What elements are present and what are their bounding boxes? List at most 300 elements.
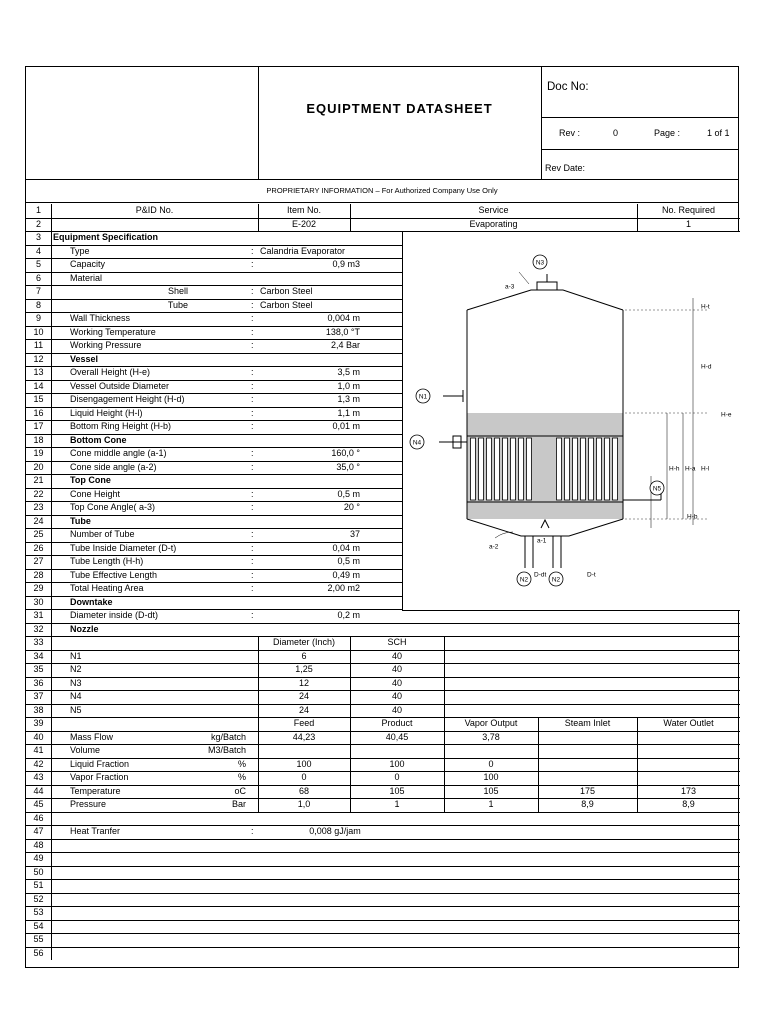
stream-value: 8,9 xyxy=(581,799,594,809)
col-divider xyxy=(51,879,52,893)
spec-separator: : xyxy=(251,461,254,472)
col-divider xyxy=(51,272,52,286)
stream-value: 0 xyxy=(394,772,400,782)
spec-value: 35,0 ° xyxy=(336,461,360,472)
evaporator-diagram xyxy=(403,232,739,610)
col-divider xyxy=(51,420,52,434)
spec-label: Tube Length (H-h) xyxy=(70,556,144,566)
col-divider xyxy=(51,515,52,529)
col-divider xyxy=(51,893,52,907)
spec-label: Disengagement Height (H-d) xyxy=(70,394,185,404)
spec-label: Total Heating Area xyxy=(70,583,144,593)
diagram-label: N2 xyxy=(519,576,529,584)
row-number: 12 xyxy=(33,353,44,364)
col-divider xyxy=(51,771,52,785)
diagram-label: N4 xyxy=(412,439,422,447)
col-divider xyxy=(51,353,52,367)
spec-separator: : xyxy=(251,448,254,458)
spec-separator xyxy=(251,893,259,907)
col-divider xyxy=(51,704,52,718)
heating-tube xyxy=(479,438,484,500)
row-number: 39 xyxy=(33,718,44,728)
stream-value: 175 xyxy=(579,785,596,796)
diagram-label: N2 xyxy=(551,576,561,584)
spec-label: Tube xyxy=(167,299,188,310)
row-number: 33 xyxy=(33,637,44,647)
col-divider xyxy=(51,623,52,637)
spec-separator xyxy=(251,272,259,286)
spec-label: Nozzle xyxy=(70,623,99,634)
nozzle-diameter: 1,25 xyxy=(295,664,313,674)
nozzle-diameter: Diameter (Inch) xyxy=(272,637,335,647)
stream-value: 68 xyxy=(298,785,309,796)
row-number: 19 xyxy=(33,448,44,458)
spec-label: Tube xyxy=(70,515,91,526)
spec-label: Downtake xyxy=(70,596,113,607)
spec-value xyxy=(260,353,360,367)
spec-separator xyxy=(251,839,259,853)
spec-separator: : xyxy=(251,407,254,418)
heating-tube xyxy=(597,438,602,500)
col-divider xyxy=(51,204,52,218)
col-divider xyxy=(51,677,52,691)
row-number: 37 xyxy=(33,691,44,701)
spec-label xyxy=(70,866,250,880)
stream-value xyxy=(637,758,740,772)
row-number: 16 xyxy=(33,407,44,418)
spec-label: Working Pressure xyxy=(70,340,142,350)
stream-label: Pressure xyxy=(70,799,107,809)
col-divider xyxy=(51,447,52,461)
col-divider xyxy=(51,474,52,488)
heating-tube xyxy=(495,438,500,500)
service-cell: Service xyxy=(478,205,509,215)
spec-value: 0,9 m3 xyxy=(332,259,360,269)
diagram-label: H-e xyxy=(721,411,732,419)
spec-separator xyxy=(251,353,259,367)
spec-label: Capacity xyxy=(70,259,106,269)
col-divider xyxy=(51,758,52,772)
stream-header: Steam Inlet xyxy=(564,718,611,728)
evaporator-diagram-panel xyxy=(402,232,740,611)
service-cell: Evaporating xyxy=(469,218,518,229)
col-divider xyxy=(51,488,52,502)
spec-value: 0,01 m xyxy=(332,421,360,431)
stream-value: 100 xyxy=(483,772,499,782)
spec-value xyxy=(260,906,410,920)
heating-tube xyxy=(519,438,524,500)
spec-label: Heat Tranfer xyxy=(70,826,121,836)
stream-value: 173 xyxy=(680,785,697,796)
row-number: 2 xyxy=(35,218,41,229)
bottom-cone xyxy=(467,519,623,536)
header-divider-right xyxy=(541,67,542,179)
stream-unit: M3/Batch xyxy=(207,745,246,755)
rev-value: 0 xyxy=(613,128,619,138)
col-divider xyxy=(444,650,445,664)
col-divider xyxy=(51,663,52,677)
row-number: 13 xyxy=(33,367,44,377)
n3-nozzle xyxy=(537,282,557,290)
stream-value xyxy=(538,758,637,772)
stream-value xyxy=(637,744,740,758)
heating-tube xyxy=(487,438,492,500)
spec-label: Cone middle angle (a-1) xyxy=(70,448,167,458)
row-number: 3 xyxy=(35,232,41,242)
col-divider xyxy=(51,798,52,812)
spec-label xyxy=(70,906,250,920)
row-number: 5 xyxy=(35,259,41,269)
stream-value: 8,9 xyxy=(682,799,695,809)
item-no-cell: E-202 xyxy=(291,218,317,229)
spec-separator xyxy=(251,812,259,826)
spec-label: Vessel Outside Diameter xyxy=(70,380,170,391)
col-divider xyxy=(51,731,52,745)
col-divider xyxy=(51,582,52,596)
spec-separator: : xyxy=(251,569,254,580)
stream-value xyxy=(258,744,350,758)
spec-value xyxy=(260,434,360,448)
heating-tube xyxy=(565,438,570,500)
spec-label: Bottom Cone xyxy=(70,434,127,445)
row-number: 45 xyxy=(33,799,44,809)
spec-separator: : xyxy=(251,488,254,499)
spec-separator: : xyxy=(251,394,254,404)
row-number: 11 xyxy=(33,340,44,350)
spec-separator xyxy=(251,515,259,529)
col-divider xyxy=(350,204,351,218)
col-divider xyxy=(350,218,351,232)
top-cone xyxy=(467,290,623,310)
spec-value: 0,5 m xyxy=(337,556,360,566)
spec-label xyxy=(70,812,250,826)
nozzle-sch: 40 xyxy=(391,704,402,715)
spec-separator: : xyxy=(251,367,254,377)
row-number: 26 xyxy=(33,542,44,553)
col-divider xyxy=(51,434,52,448)
row-number: 48 xyxy=(33,839,44,850)
spec-label xyxy=(70,852,250,866)
spec-separator: : xyxy=(251,286,254,296)
spec-label: Top Cone xyxy=(70,475,111,485)
row-number: 49 xyxy=(33,853,44,863)
spec-label: Equipment Specification xyxy=(53,232,159,242)
row-number: 32 xyxy=(33,623,44,634)
col-divider xyxy=(51,461,52,475)
row-number: 31 xyxy=(33,610,44,620)
stream-header: Water Outlet xyxy=(663,718,714,728)
nozzle-sch: SCH xyxy=(387,637,407,647)
col-divider xyxy=(51,312,52,326)
spec-label xyxy=(70,879,250,893)
row-number: 30 xyxy=(33,596,44,607)
spec-separator xyxy=(251,933,259,947)
spec-value xyxy=(260,920,410,934)
document-title: EQUIPTMENT DATASHEET xyxy=(306,101,493,116)
row-number: 29 xyxy=(33,583,44,593)
stream-unit: % xyxy=(237,772,246,782)
nozzle-name: N3 xyxy=(70,677,82,688)
col-divider xyxy=(444,677,445,691)
col-divider xyxy=(51,380,52,394)
row-number: 7 xyxy=(35,286,41,296)
spec-value: Carbon Steel xyxy=(260,286,313,296)
row-number: 18 xyxy=(33,434,44,445)
col-divider xyxy=(444,663,445,677)
heating-tube xyxy=(605,438,610,500)
row-number: 21 xyxy=(33,475,44,485)
spec-value: 0,008 gJ/jam xyxy=(309,826,361,836)
stream-label: Vapor Fraction xyxy=(70,772,129,782)
spec-value xyxy=(260,879,410,893)
heating-tube xyxy=(527,438,532,500)
row-number: 47 xyxy=(33,826,44,836)
spec-label: Tube Effective Length xyxy=(70,569,158,580)
col-divider xyxy=(51,258,52,272)
diagram-label: N3 xyxy=(535,259,545,267)
stream-unit: Bar xyxy=(231,799,246,809)
page-label: Page : xyxy=(654,128,681,138)
spec-value: 37 xyxy=(349,529,360,539)
col-divider xyxy=(51,852,52,866)
spec-value xyxy=(260,947,410,961)
col-divider xyxy=(51,528,52,542)
diagram-label: H-d xyxy=(701,363,712,371)
col-divider xyxy=(51,555,52,569)
spec-value: 0,5 m xyxy=(337,488,360,499)
spec-separator: : xyxy=(251,259,254,269)
nozzle-diameter: 12 xyxy=(298,677,309,688)
stream-unit: kg/Batch xyxy=(210,731,246,742)
col-divider xyxy=(51,650,52,664)
spec-value xyxy=(260,839,410,853)
spec-separator: : xyxy=(251,299,254,310)
heating-tube xyxy=(557,438,562,500)
col-divider xyxy=(637,204,638,218)
header-line xyxy=(26,202,738,203)
spec-value xyxy=(260,515,360,529)
stream-value: 1 xyxy=(488,799,494,809)
col-divider xyxy=(51,866,52,880)
stream-value: 1 xyxy=(394,799,400,809)
stream-label: Mass Flow xyxy=(70,731,114,742)
spec-separator: : xyxy=(251,502,254,512)
diagram-label: D-t xyxy=(587,571,596,579)
row-number: 4 xyxy=(35,245,41,256)
header-bottom-line xyxy=(26,179,738,180)
spec-value: 160,0 ° xyxy=(331,448,360,458)
col-divider xyxy=(51,326,52,340)
spec-value: 1,1 m xyxy=(337,407,360,418)
diagram-label: H-t xyxy=(701,303,710,311)
spec-separator: : xyxy=(251,583,254,593)
row-number: 53 xyxy=(33,907,44,917)
col-divider xyxy=(444,636,445,650)
row-number: 28 xyxy=(33,569,44,580)
spec-value xyxy=(260,893,410,907)
diagram-label: H-b xyxy=(687,513,698,521)
diagram-label: a-3 xyxy=(505,283,515,291)
no-required-cell: No. Required xyxy=(661,205,716,215)
spec-value xyxy=(260,474,360,488)
nozzle-name: N1 xyxy=(70,650,82,661)
row-number: 8 xyxy=(35,299,41,310)
row-number: 25 xyxy=(33,529,44,539)
stream-value: 0 xyxy=(488,758,494,769)
spec-separator xyxy=(251,231,259,245)
no-required-cell: 1 xyxy=(685,218,691,229)
spec-label: Cone side angle (a-2) xyxy=(70,461,157,472)
page-value: 1 of 1 xyxy=(707,128,730,138)
col-divider xyxy=(51,218,52,232)
heating-tube xyxy=(613,438,618,500)
stream-value: 105 xyxy=(389,785,405,796)
stream-value xyxy=(538,744,637,758)
rev-label: Rev : xyxy=(559,128,581,138)
row-number: 38 xyxy=(33,704,44,715)
col-divider xyxy=(51,785,52,799)
col-divider xyxy=(51,245,52,259)
row-number: 41 xyxy=(33,745,44,755)
row-number: 50 xyxy=(33,866,44,877)
spec-value xyxy=(260,812,410,826)
nozzle-diameter: 6 xyxy=(301,650,307,661)
stream-value xyxy=(538,731,637,745)
row-number: 46 xyxy=(33,812,44,823)
spec-separator: : xyxy=(251,380,254,391)
spec-value xyxy=(260,852,410,866)
col-divider xyxy=(51,366,52,380)
spec-label: Wall Thickness xyxy=(70,313,131,323)
diagram-label: N5 xyxy=(652,485,662,493)
spec-separator: : xyxy=(251,529,254,539)
stream-value: 100 xyxy=(389,758,405,769)
spec-separator xyxy=(251,906,259,920)
spec-label xyxy=(70,947,250,961)
col-divider xyxy=(51,947,52,961)
row-number: 27 xyxy=(33,556,44,566)
row-number: 22 xyxy=(33,488,44,499)
spec-label: Material xyxy=(70,272,103,283)
col-divider xyxy=(258,204,259,218)
row-number: 51 xyxy=(33,880,44,890)
col-divider xyxy=(51,339,52,353)
col-divider xyxy=(51,690,52,704)
col-divider xyxy=(51,501,52,515)
row-number: 10 xyxy=(33,326,44,337)
row-number: 20 xyxy=(33,461,44,472)
stream-value: 105 xyxy=(483,785,499,796)
spec-separator: : xyxy=(251,826,254,836)
diagram-label: H-h xyxy=(669,465,680,473)
diagram-label: H-a xyxy=(685,465,696,473)
stream-value xyxy=(538,771,637,785)
spec-separator: : xyxy=(251,245,254,256)
heating-tube xyxy=(573,438,578,500)
col-divider xyxy=(51,569,52,583)
downtake xyxy=(541,520,549,528)
stream-header: Vapor Output xyxy=(464,718,518,728)
col-divider xyxy=(51,839,52,853)
spec-value xyxy=(260,231,360,245)
nozzle-sch: 40 xyxy=(391,650,402,661)
col-divider xyxy=(51,231,52,245)
col-divider xyxy=(51,812,52,826)
spec-separator xyxy=(251,866,259,880)
angle-line-a3 xyxy=(519,272,529,284)
col-divider xyxy=(51,920,52,934)
row-number: 6 xyxy=(35,272,41,283)
stream-value xyxy=(637,731,740,745)
nozzle-diameter: 24 xyxy=(298,691,309,701)
spec-value: 1,3 m xyxy=(337,394,360,404)
spec-value xyxy=(260,933,410,947)
row-number: 15 xyxy=(33,394,44,404)
stream-header: Feed xyxy=(293,718,315,728)
col-divider xyxy=(444,690,445,704)
spec-value: 20 ° xyxy=(343,502,360,512)
spec-label: Working Temperature xyxy=(70,326,156,337)
stream-value: 3,78 xyxy=(482,731,500,742)
row-number: 36 xyxy=(33,677,44,688)
row-number: 43 xyxy=(33,772,44,782)
spec-label: Diameter inside (D-dt) xyxy=(70,610,159,620)
col-divider xyxy=(51,407,52,421)
row-number: 14 xyxy=(33,380,44,391)
col-divider xyxy=(444,704,445,718)
spec-label: Vessel xyxy=(70,353,99,364)
row-number: 56 xyxy=(33,947,44,958)
row-number: 34 xyxy=(33,650,44,661)
heating-tube xyxy=(511,438,516,500)
row-number: 40 xyxy=(33,731,44,742)
proprietary-notice: PROPRIETARY INFORMATION – For Authorized Company Use Only xyxy=(266,186,498,195)
row-number: 54 xyxy=(33,920,44,931)
diagram-label: a-1 xyxy=(537,537,547,545)
col-divider xyxy=(51,933,52,947)
spec-label: Top Cone Angle( a-3) xyxy=(70,502,156,512)
col-divider xyxy=(51,596,52,610)
spec-value: 0,2 m xyxy=(337,610,360,620)
spec-separator: : xyxy=(251,556,254,566)
doc-no-label: Doc No: xyxy=(547,81,589,93)
stream-value: 100 xyxy=(296,758,312,769)
heating-tube xyxy=(471,438,476,500)
spec-value: Calandria Evaporator xyxy=(260,245,346,256)
row-number: 1 xyxy=(35,205,41,215)
diagram-label: D-dt xyxy=(534,571,547,579)
row-number: 52 xyxy=(33,893,44,904)
pid-no-cell xyxy=(51,218,258,232)
heating-tube xyxy=(503,438,508,500)
datasheet xyxy=(25,66,739,968)
spec-separator xyxy=(251,947,259,961)
spec-value xyxy=(260,866,410,880)
item-no-cell: Item No. xyxy=(286,205,321,215)
col-divider xyxy=(51,744,52,758)
row-number: 35 xyxy=(33,664,44,674)
spec-value: 1,0 m xyxy=(337,380,360,391)
heating-tube xyxy=(581,438,586,500)
spec-separator xyxy=(251,596,259,610)
col-divider xyxy=(51,906,52,920)
spec-label: Liquid Height (H-l) xyxy=(70,407,143,418)
spec-label xyxy=(70,920,250,934)
spec-label: Cone Height xyxy=(70,488,121,499)
stream-value xyxy=(444,744,538,758)
spec-value xyxy=(260,272,360,286)
nozzle-diameter: 24 xyxy=(298,704,309,715)
